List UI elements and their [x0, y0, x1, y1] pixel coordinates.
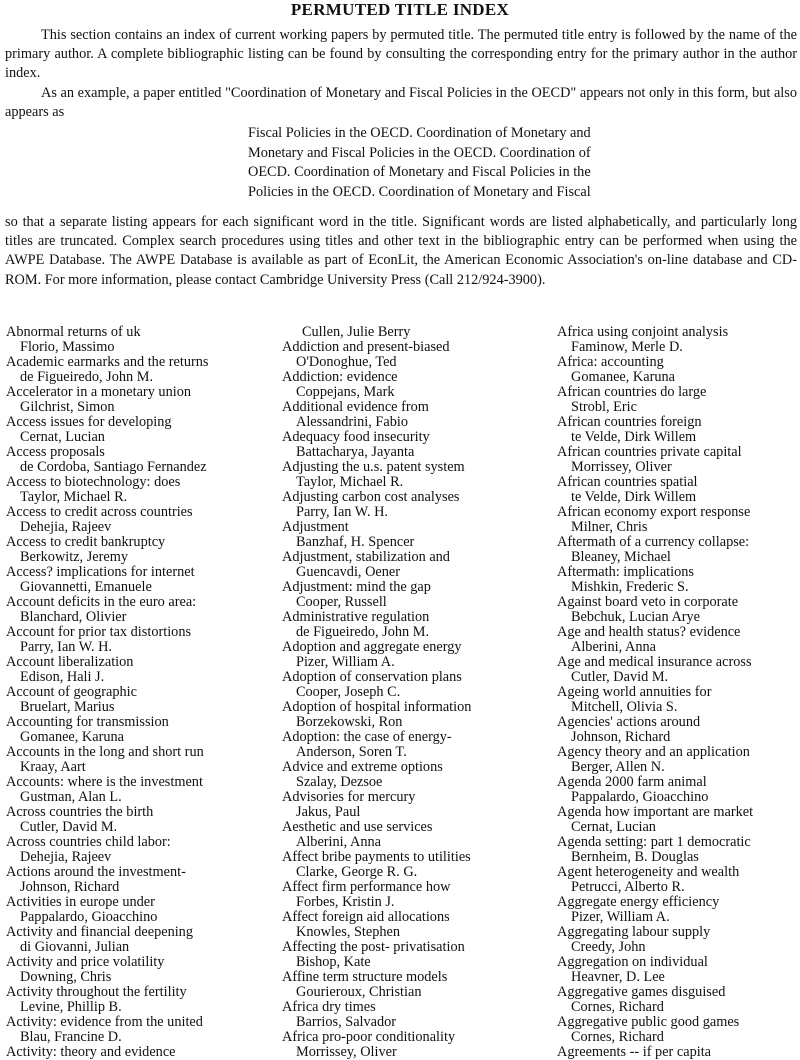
example-line: Monetary and Fiscal Policies in the OECD. Coordination of: [248, 144, 591, 161]
index-entry: [557, 325, 800, 355]
entry-title: Agenda 2000 farm animal: [557, 774, 707, 790]
entry-author: de Figueiredo, John M.: [20, 369, 154, 385]
entry-title: Addiction: evidence: [282, 369, 398, 385]
index-entry: [6, 475, 276, 505]
entry-title: Access issues for developing: [6, 414, 172, 430]
index-entry: [557, 445, 800, 475]
entry-title: Agenda how important are market: [557, 804, 754, 820]
entry-author: Blau, Francine D.: [20, 1029, 122, 1045]
entry-author: Barrios, Salvador: [296, 1014, 397, 1030]
entry-author: Bebchuk, Lucian Arye: [571, 609, 701, 625]
entry-author: Alberini, Anna: [296, 834, 381, 850]
index-entry: [6, 685, 276, 715]
index-entry: [282, 340, 552, 370]
page-title: PERMUTED TITLE INDEX: [290, 0, 510, 19]
index-entry: [6, 655, 276, 685]
entry-title: Addiction and present-biased: [282, 339, 450, 355]
index-entry: [6, 985, 276, 1015]
entry-author: te Velde, Dirk Willem: [571, 489, 697, 505]
entry-title: Aggregating labour supply: [557, 924, 711, 940]
entry-author: Parry, Ian W. H.: [20, 639, 112, 655]
entry-title: Accounts: where is the investment: [6, 774, 203, 790]
index-entry: [282, 520, 552, 550]
entry-author: Mishkin, Frederic S.: [571, 579, 689, 595]
entry-author: Gustman, Alan L.: [20, 789, 122, 805]
entry-author: Clarke, George R. G.: [296, 864, 418, 880]
entry-author: Bishop, Kate: [296, 954, 371, 970]
entry-title: Adoption and aggregate energy: [282, 639, 462, 655]
index-entry: [6, 715, 276, 745]
entry-author: Parry, Ian W. H.: [296, 504, 388, 520]
entry-author: Bernheim, B. Douglas: [571, 849, 699, 865]
entry-title: Adjusting the u.s. patent system: [282, 459, 465, 475]
entry-title: Adoption of conservation plans: [282, 669, 462, 685]
entry-author: Forbes, Kristin J.: [296, 894, 395, 910]
entry-title: Accelerator in a monetary union: [6, 384, 191, 400]
entry-author: Morrissey, Oliver: [296, 1044, 397, 1060]
entry-title: Account deficits in the euro area:: [6, 594, 197, 610]
example-line: Policies in the OECD. Coordination of Monetary and Fiscal: [248, 183, 591, 200]
entry-author: Cutler, David M.: [571, 669, 669, 685]
entry-title: Accounts in the long and short run: [6, 744, 204, 760]
entry-author: Taylor, Michael R.: [20, 489, 128, 505]
entry-title: Adoption: the case of energy-: [282, 729, 452, 745]
entry-author: Berkowitz, Jeremy: [20, 549, 128, 565]
entry-title: Adequacy food insecurity: [282, 429, 430, 445]
entry-title: Activity: evidence from the united: [6, 1014, 203, 1030]
entry-title: Aggregation on individual: [557, 954, 708, 970]
entry-title: Aggregative public good games: [557, 1014, 740, 1030]
entry-title: Administrative regulation: [282, 609, 430, 625]
entry-author: Edison, Hali J.: [20, 669, 105, 685]
entry-title: Aggregate energy efficiency: [557, 894, 720, 910]
index-entry: [282, 790, 552, 820]
entry-author: Cooper, Joseph C.: [296, 684, 401, 700]
entry-title: Affect foreign aid allocations: [282, 909, 450, 925]
entry-author: Dehejia, Rajeev: [20, 519, 112, 535]
entry-title: Adoption of hospital information: [282, 699, 472, 715]
entry-author: Cullen, Julie Berry: [302, 324, 411, 340]
index-entry: [557, 925, 800, 955]
entry-author: Bruelart, Marius: [20, 699, 115, 715]
index-entry: [557, 865, 800, 895]
entry-title: Account of geographic: [6, 684, 138, 700]
entry-author: Strobl, Eric: [571, 399, 637, 415]
index-entry: [6, 595, 276, 625]
entry-author: Cernat, Lucian: [20, 429, 105, 445]
index-entry: [557, 985, 800, 1015]
entry-author: Kraay, Aart: [20, 759, 86, 775]
index-entry: [6, 325, 276, 355]
entry-author: de Cordoba, Santiago Fernandez: [20, 459, 207, 475]
index-entry: [6, 775, 276, 805]
index-entry: [6, 1015, 276, 1045]
entry-author: Florio, Massimo: [20, 339, 115, 355]
entry-author: te Velde, Dirk Willem: [571, 429, 697, 445]
entry-author: Taylor, Michael R.: [296, 474, 404, 490]
index-entry: [557, 475, 800, 505]
entry-title: Activity throughout the fertility: [6, 984, 187, 1000]
entry-author: Guencavdi, Oener: [296, 564, 401, 580]
entry-title: African countries private capital: [557, 444, 742, 460]
entry-title: African countries do large: [557, 384, 707, 400]
index-entry: [282, 580, 552, 610]
entry-title: Aftermath: implications: [557, 564, 694, 580]
index-entry: [282, 880, 552, 910]
entry-title: Africa using conjoint analysis: [557, 324, 729, 340]
entry-title: Adjusting carbon cost analyses: [282, 489, 460, 505]
entry-title: Access proposals: [6, 444, 105, 460]
entry-title: Affect firm performance how: [282, 879, 451, 895]
index-entry: [557, 715, 800, 745]
entry-author: Berger, Allen N.: [571, 759, 665, 775]
index-entry: [282, 610, 552, 640]
entry-title: Activities in europe under: [6, 894, 155, 910]
entry-author: Blanchard, Olivier: [20, 609, 127, 625]
index-entry: [6, 955, 276, 985]
entry-title: Agent heterogeneity and wealth: [557, 864, 740, 880]
entry-title: Actions around the investment-: [6, 864, 186, 880]
index-entry: [557, 895, 800, 925]
entry-title: Affect bribe payments to utilities: [282, 849, 471, 865]
index-entry: [282, 670, 552, 700]
entry-author: Coppejans, Mark: [296, 384, 395, 400]
entry-title: Aftermath of a currency collapse:: [557, 534, 750, 550]
entry-author: Gomanee, Karuna: [20, 729, 125, 745]
entry-author: Cooper, Russell: [296, 594, 387, 610]
index-entry: [6, 505, 276, 535]
entry-title: Age and medical insurance across: [557, 654, 752, 670]
entry-title: Across countries the birth: [6, 804, 154, 820]
index-entry: [6, 385, 276, 415]
index-entry: [282, 1000, 552, 1030]
entry-title: Access to biotechnology: does: [6, 474, 181, 490]
index-entry: [6, 805, 276, 835]
entry-title: Africa pro-poor conditionality: [282, 1029, 456, 1045]
entry-author: di Giovanni, Julian: [20, 939, 130, 955]
entry-author: Cernat, Lucian: [571, 819, 656, 835]
index-entry: [282, 820, 552, 850]
intro-paragraph-1: This section contains an index of current working papers by permuted title. The permuted title entry is followed by the name of the primary author. A complete bibliographic listing can be found by consulting the corresponding entry for the primary author in the author index.: [5, 27, 797, 82]
index-entry: [557, 625, 800, 655]
index-entry: [282, 760, 552, 790]
entry-title: Access to credit bankruptcy: [6, 534, 166, 550]
index-entry: [6, 925, 276, 955]
entry-author: Mitchell, Olivia S.: [571, 699, 678, 715]
index-entry: [282, 940, 552, 970]
entry-author: Pizer, William A.: [571, 909, 670, 925]
entry-title: Additional evidence from: [282, 399, 429, 415]
entry-title: African countries spatial: [557, 474, 698, 490]
entry-author: Dehejia, Rajeev: [20, 849, 112, 865]
entry-author: Faminow, Merle D.: [571, 339, 683, 355]
entry-title: Agreements -- if per capita: [557, 1044, 712, 1060]
entry-author: Knowles, Stephen: [296, 924, 401, 940]
index-entry: [6, 565, 276, 595]
index-entry: [282, 460, 552, 490]
entry-author: Gomanee, Karuna: [571, 369, 676, 385]
entry-author: de Figueiredo, John M.: [296, 624, 430, 640]
index-entry: [557, 775, 800, 805]
index-entry: [6, 625, 276, 655]
entry-title: Across countries child labor:: [6, 834, 171, 850]
entry-author: Alessandrini, Fabio: [296, 414, 408, 430]
entry-author: Johnson, Richard: [571, 729, 671, 745]
index-entry: [282, 700, 552, 730]
index-entry: [557, 505, 800, 535]
index-entry: [282, 370, 552, 400]
entry-title: Account liberalization: [6, 654, 134, 670]
entry-author: Giovannetti, Emanuele: [20, 579, 152, 595]
entry-title: Advice and extreme options: [282, 759, 443, 775]
entry-title: Affine term structure models: [282, 969, 448, 985]
index-entry: [6, 835, 276, 865]
entry-title: Access? implications for internet: [6, 564, 195, 580]
index-entry: [282, 400, 552, 430]
index-entry: [557, 1015, 800, 1045]
index-entry: [282, 490, 552, 520]
entry-title: Activity and financial deepening: [6, 924, 193, 940]
entry-author: Levine, Phillip B.: [20, 999, 122, 1015]
entry-author: Cornes, Richard: [571, 999, 664, 1015]
index-entry: [282, 910, 552, 940]
index-entry: [6, 415, 276, 445]
entry-title: Age and health status? evidence: [557, 624, 741, 640]
entry-author: Jakus, Paul: [296, 804, 361, 820]
entry-author: Battacharya, Jayanta: [296, 444, 415, 460]
entry-author: Cutler, David M.: [20, 819, 118, 835]
entry-title: Against board veto in corporate: [557, 594, 739, 610]
index-entry: [6, 535, 276, 565]
entry-author: Heavner, D. Lee: [571, 969, 665, 985]
entry-title: Academic earmarks and the returns: [6, 354, 209, 370]
entry-author: Borzekowski, Ron: [296, 714, 403, 730]
index-entry: [557, 565, 800, 595]
entry-author: Downing, Chris: [20, 969, 112, 985]
entry-title: Account for prior tax distortions: [6, 624, 192, 640]
entry-author: Szalay, Dezsoe: [296, 774, 383, 790]
index-entry: [282, 550, 552, 580]
entry-author: Alberini, Anna: [571, 639, 656, 655]
entry-title: Accounting for transmission: [6, 714, 169, 730]
index-entry: [557, 685, 800, 715]
entry-author: Banzhaf, H. Spencer: [296, 534, 415, 550]
example-line: OECD. Coordination of Monetary and Fiscal Policies in the: [248, 164, 591, 181]
entry-title: Affecting the post- privatisation: [282, 939, 465, 955]
entry-author: Pappalardo, Gioacchino: [20, 909, 158, 925]
entry-title: Agencies' actions around: [557, 714, 701, 730]
index-entry: [557, 745, 800, 775]
entry-author: Pappalardo, Gioacchino: [571, 789, 709, 805]
index-entry: [282, 1030, 552, 1060]
entry-title: Ageing world annuities for: [557, 684, 712, 700]
entry-title: African countries foreign: [557, 414, 702, 430]
entry-title: Adjustment: [282, 519, 349, 535]
entry-author: Cornes, Richard: [571, 1029, 664, 1045]
entry-title: Abnormal returns of uk: [6, 324, 141, 340]
index-entry: [282, 970, 552, 1000]
index-entry: [6, 895, 276, 925]
entry-author: Johnson, Richard: [20, 879, 120, 895]
entry-author: Pizer, William A.: [296, 654, 395, 670]
entry-title: Agenda setting: part 1 democratic: [557, 834, 751, 850]
example-permutations: [248, 124, 608, 202]
entry-title: Access to credit across countries: [6, 504, 193, 520]
index-entry: [282, 430, 552, 460]
index-entry: [557, 595, 800, 625]
entry-author: Morrissey, Oliver: [571, 459, 672, 475]
entry-title: Aggregative games disguised: [557, 984, 726, 1000]
index-entry: [557, 955, 800, 985]
index-entry: [6, 745, 276, 775]
entry-title: Aesthetic and use services: [282, 819, 433, 835]
entry-title: Africa dry times: [282, 999, 376, 1015]
entry-title: Agency theory and an application: [557, 744, 750, 760]
example-line: Fiscal Policies in the OECD. Coordination of Monetary and: [248, 125, 591, 141]
entry-title: Africa: accounting: [557, 354, 664, 370]
index-entry: [6, 865, 276, 895]
index-entry: [557, 805, 800, 835]
entry-author: Gilchrist, Simon: [20, 399, 115, 415]
index-entry: [282, 640, 552, 670]
entry-title: Advisories for mercury: [282, 789, 416, 805]
index-entry: [557, 385, 800, 415]
index-column-1: [6, 325, 276, 1060]
index-column-2: [282, 325, 552, 1060]
intro-paragraph-2: As an example, a paper entitled "Coordination of Monetary and Fiscal Policies in the OECD" appears not only in this form, but also appears as: [5, 85, 797, 121]
entry-author: Creedy, John: [571, 939, 646, 955]
entry-author: Milner, Chris: [571, 519, 648, 535]
entry-author: O'Donoghue, Ted: [296, 354, 397, 370]
intro-paragraph-3: so that a separate listing appears for each significant word in the title. Significant words are listed alphabetically, and particularly long titles are truncated. Complex search procedures using titles and other text in the bibliographic entry can be performed when using the AWPE Database. The AWPE Database is available as part of EconLit, the American Economic Association's on-line database and CD-ROM. For more information, please contact Cambridge University Press (Call 212/924-3900).: [5, 214, 797, 288]
index-entry: [6, 445, 276, 475]
index-entry: [557, 535, 800, 565]
index-entry: [282, 325, 552, 340]
index-entry: [282, 850, 552, 880]
entry-title: Activity and price volatility: [6, 954, 165, 970]
entry-author: Bleaney, Michael: [571, 549, 671, 565]
index-entry: [6, 355, 276, 385]
entry-author: Petrucci, Alberto R.: [571, 879, 685, 895]
index-entry: [557, 355, 800, 385]
entry-title: African economy export response: [557, 504, 751, 520]
index-entry: [557, 415, 800, 445]
index-entry: [282, 730, 552, 760]
entry-author: Gourieroux, Christian: [296, 984, 422, 1000]
entry-author: Anderson, Soren T.: [296, 744, 407, 760]
entry-title: Adjustment, stabilization and: [282, 549, 450, 565]
entry-title: Activity: theory and evidence: [6, 1044, 176, 1060]
index-entry: [557, 655, 800, 685]
entry-title: Adjustment: mind the gap: [282, 579, 431, 595]
index-column-3: [557, 325, 800, 1060]
index-entry: [557, 835, 800, 865]
